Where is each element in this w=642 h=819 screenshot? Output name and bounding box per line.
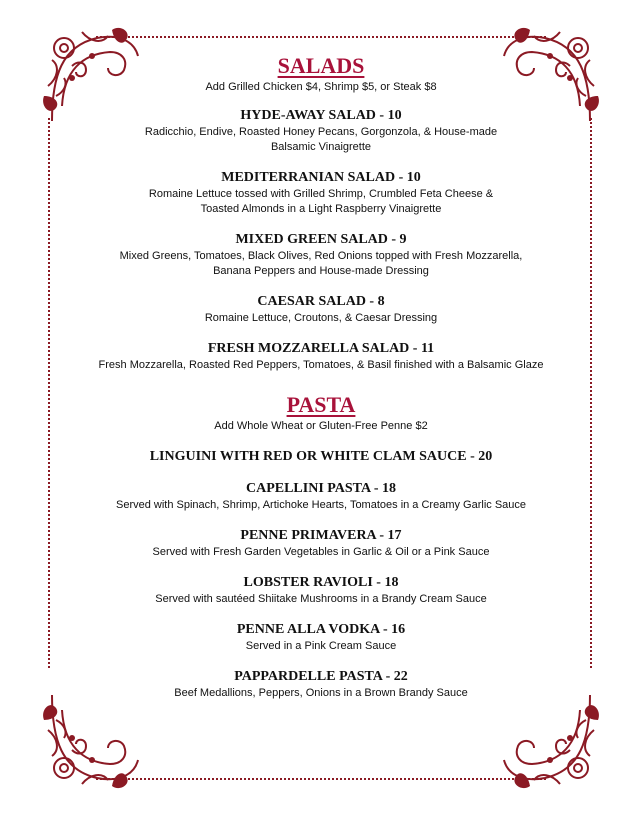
border-top-line [96,36,546,38]
menu-item [70,340,572,373]
border-bottom-line [96,778,546,780]
menu-item [70,231,572,279]
item-name: CAPELLINI PASTA - 18 [245,481,396,496]
pasta-section-title: PASTA [286,392,356,417]
menu-item [70,527,572,560]
menu-item [70,668,572,701]
item-name: PENNE PRIMAVERA - 17 [240,528,402,543]
item-description: Served with sautéed Shiitake Mushrooms in a Brandy Cream Sauce [155,593,487,605]
item-name: MIXED GREEN SALAD - 9 [235,232,407,247]
pasta-addon-note: Add Whole Wheat or Gluten-Free Penne $2 [214,420,428,432]
item-description: Mixed Greens, Tomatoes, Black Olives, Red Onions topped with Fresh Mozzarella, [119,250,523,262]
item-description: Served in a Pink Cream Sauce [245,640,397,652]
item-name: PENNE ALLA VODKA - 16 [236,622,406,637]
item-name: LINGUINI WITH RED OR WHITE CLAM SAUCE - 20 [149,449,493,464]
menu-item [70,107,572,155]
ornamental-flourish-icon [500,690,600,790]
menu-item [70,574,572,607]
item-description: Served with Spinach, Shrimp, Artichoke Hearts, Tomatoes in a Creamy Garlic Sauce [115,499,527,511]
item-description: Beef Medallions, Peppers, Onions in a Brown Brandy Sauce [174,687,468,699]
border-left-line [48,118,50,668]
item-description: Fresh Mozzarella, Roasted Red Peppers, Tomatoes, & Basil finished with a Balsamic Glaze [98,359,544,371]
menu-item [70,480,572,513]
item-description: Romaine Lettuce tossed with Grilled Shrimp, Crumbled Feta Cheese & [148,188,494,200]
item-description: Romaine Lettuce, Croutons, & Caesar Dressing [204,312,438,324]
menu-item [70,621,572,654]
menu-item [70,293,572,326]
menu-item [70,169,572,217]
item-name: CAESAR SALAD - 8 [257,294,385,309]
menu-content [70,52,572,701]
salads-section-title: SALADS [277,53,365,78]
item-description: Toasted Almonds in a Light Raspberry Vinaigrette [200,203,442,215]
salads-addon-note: Add Grilled Chicken $4, Shrimp $5, or Steak $8 [205,81,437,93]
item-name: FRESH MOZZARELLA SALAD - 11 [207,341,435,356]
item-description: Served with Fresh Garden Vegetables in Garlic & Oil or a Pink Sauce [152,546,490,558]
item-description: Banana Peppers and House-made Dressing [213,265,429,277]
item-name: MEDITERRANIAN SALAD - 10 [221,170,421,185]
ornamental-flourish-icon [42,690,142,790]
item-description: Radicchio, Endive, Roasted Honey Pecans, Gorgonzola, & House-made [144,126,498,138]
item-name: LOBSTER RAVIOLI - 18 [243,575,399,590]
item-name: PAPPARDELLE PASTA - 22 [234,669,408,684]
item-name: HYDE-AWAY SALAD - 10 [240,108,402,123]
menu-item [70,448,572,466]
item-description: Balsamic Vinaigrette [270,141,372,153]
border-right-line [590,118,592,668]
